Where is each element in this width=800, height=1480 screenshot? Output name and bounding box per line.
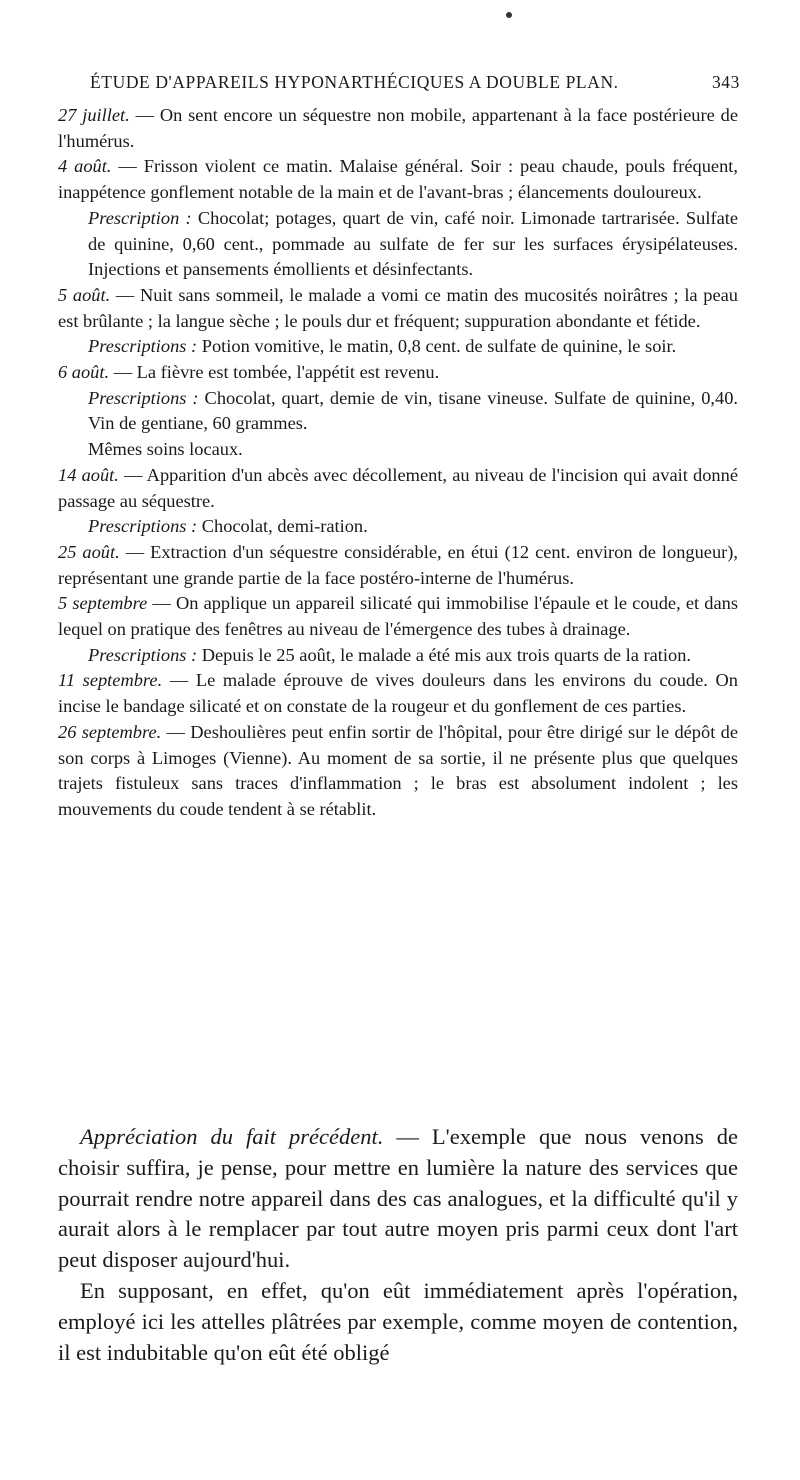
header-title: ÉTUDE D'APPAREILS HYPONARTHÉCIQUES A DOUBLE PLAN. <box>90 72 619 92</box>
journal-entry: 4 août. — Frisson violent ce matin. Malaise général. Soir : peau chaude, pouls fréquent, inappétence gonflement notable de la main et de l'avant-bras ; élancements douloureux. <box>58 156 738 203</box>
journal-entry: 6 août. — La fièvre est tombée, l'appétit est revenu. <box>58 362 440 383</box>
entry-date: 26 septembre. <box>58 721 162 742</box>
journal-entry: 14 août. — Apparition d'un abcès avec décollement, au niveau de l'incision qui avait donné passage au séquestre. <box>58 464 738 511</box>
running-header <box>90 72 740 93</box>
journal-entry: 11 septembre. — Le malade éprouve de vives douleurs dans les environs du coude. On incise le bandage silicaté et on constate de la rougeur et du gonflement de ces parties. <box>58 670 738 717</box>
prescription-label: Prescription : <box>88 207 192 228</box>
appreciation-section <box>48 1122 738 1368</box>
entry-date: 6 août. <box>58 362 110 383</box>
entry-date: 14 août. <box>58 464 119 485</box>
prescription: Prescriptions : Chocolat, demi-ration. <box>88 516 368 537</box>
journal-entry: 26 septembre. — Deshoulières peut enfin sortir de l'hôpital, pour être dirigé sur le dépôt de son corps à Limoges (Vienne). Au moment de sa sortie, il ne présente plus que quelques trajets fistuleux sans traces d'inflammation ; le bras est absolument indolent ; les mouvements du coude tendent à se rétablit. <box>58 721 738 819</box>
prescription: Prescriptions : Depuis le 25 août, le malade a été mis aux trois quarts de la ration. <box>88 644 691 665</box>
prescription: Prescriptions : Chocolat, quart, demie de vin, tisane vineuse. Sulfate de quinine, 0,40. Vin de gentiane, 60 grammes. <box>88 387 738 434</box>
journal-entry: 5 septembre — On applique un appareil silicaté qui immobilise l'épaule et le coude, et dans lequel on pratique des fenêtres au niveau de l'émergence des tubes à drainage. <box>58 593 738 640</box>
entry-date: 5 août. <box>58 284 111 305</box>
entry-date: 4 août. <box>58 156 112 177</box>
journal-entry: 25 août. — Extraction d'un séquestre considérable, en étui (12 cent. environ de longueur), représentant une grande partie de la face postéro-interne de l'humérus. <box>58 541 738 588</box>
journal-entry: 5 août. — Nuit sans sommeil, le malade a vomi ce matin des mucosités noirâtres ; la peau est brûlante ; la langue sèche ; le pouls dur et fréquent; suppuration abondante et fétide. <box>58 284 738 331</box>
prescription: Prescriptions : Potion vomitive, le matin, 0,8 cent. de sulfate de quinine, le soir. <box>88 336 677 357</box>
entry-date: 27 juillet. <box>58 105 130 125</box>
clinical-journal <box>48 103 738 823</box>
entry-date: 11 septembre. <box>58 670 163 691</box>
journal-note: Mêmes soins locaux. <box>88 439 243 460</box>
prescription-label: Prescriptions : <box>88 387 199 408</box>
prescription-label: Prescriptions : <box>88 336 198 357</box>
printer-dot <box>506 12 512 18</box>
appreciation-paragraph: Appréciation du fait précédent. — L'exemple que nous venons de choisir suffira, je pense, pour mettre en lumière la nature des services que pourrait rendre notre appareil dans des cas analogues, et la difficulté qu'il y aurait alors à le remplacer par tout autre moyen pris parmi ceux dont l'art peut disposer aujourd'hui. <box>58 1124 739 1273</box>
entry-date: 25 août. <box>58 541 120 562</box>
prescription: Prescription : Chocolat; potages, quart de vin, café noir. Limonade tartrarisée. Sulfate de quinine, 0,60 cent., pommade au sulfate de fer sur les surfaces érysipélateuses. Injections et pansements émollients et désinfectants. <box>88 207 739 280</box>
entry-date: 5 septembre <box>58 593 148 614</box>
journal-entry: 27 juillet. — On sent encore un séquestre non mobile, appartenant à la face postérieure de l'humérus. <box>58 105 738 151</box>
prescription-label: Prescriptions : <box>88 516 198 537</box>
appreciation-heading: Appréciation du fait précédent. <box>80 1124 384 1149</box>
appreciation-paragraph: En supposant, en effet, qu'on eût immédiatement après l'opération, employé ici les attelles plâtrées par exemple, comme moyen de contention, il est indubitable qu'on eût été obligé <box>58 1277 738 1365</box>
prescription-label: Prescriptions : <box>88 644 198 665</box>
page-number: 343 <box>711 72 740 92</box>
